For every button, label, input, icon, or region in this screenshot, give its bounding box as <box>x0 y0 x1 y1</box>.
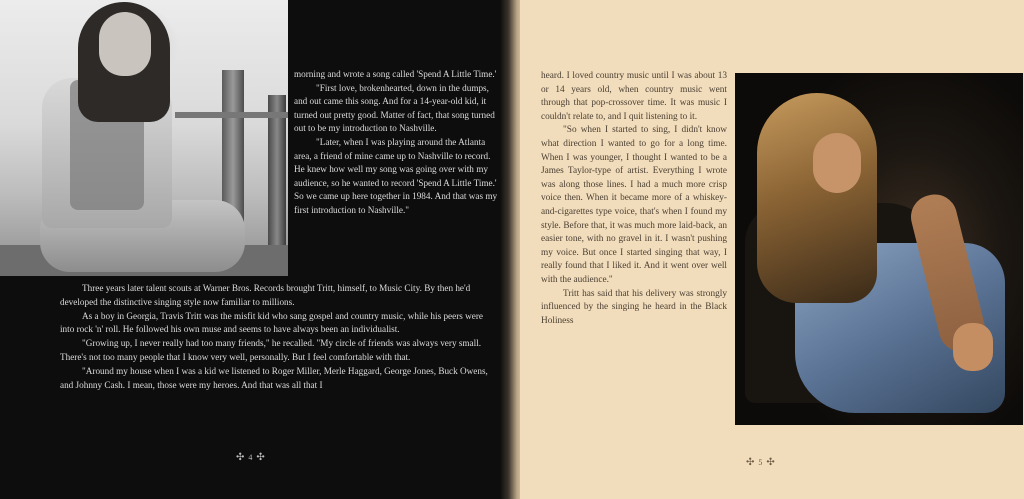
right-column-text <box>541 70 727 328</box>
ornament-icon: ✣ <box>766 457 775 468</box>
paragraph: Tritt has said that his delivery was strongly influenced by the singing he heard in the Black Holiness <box>541 288 727 326</box>
paragraph: morning and wrote a song called 'Spend A Little Time.' <box>294 69 497 79</box>
page-number: 5 <box>758 458 763 467</box>
paragraph: "First love, brokenhearted, down in the dumps, and out came this song. And for a 14-year-old kid, it turned out pretty good. Matter of fact, that song turned out to be my introduction to Nashville. <box>294 82 495 134</box>
paragraph: heard. I loved country music until I was about 13 or 14 years old, when country music went through that pop-crossover time. It was music I couldn't relate to, and I quit listening to it. <box>541 71 727 122</box>
ornament-icon: ✣ <box>236 452 245 463</box>
paragraph: As a boy in Georgia, Travis Tritt was the misfit kid who sang gospel and country music, while his peers were into rock 'n' roll. He followed his own muse and seems to have always been an individualist. <box>60 310 483 335</box>
photo-man-sitting-on-fence <box>0 0 288 276</box>
ornament-icon: ✣ <box>256 452 265 463</box>
paragraph: "Growing up, I never really had too many friends," he recalled. "My circle of friends was always very small. There's not too many people that I know very well, personally. But I feel comfortable with that. <box>60 338 482 362</box>
paragraph: "So when I started to sing, I didn't know what direction I wanted to go for a long time. When I was younger, I thought I wanted to be a James Taylor-type of artist. Everything I wrote was along those lines. I had a much more crisp voice then. When it became more of a whiskey-and-cigarettes type voice, that's when I found my style. Before that, it was much more laid-back, an easier tone, with no gravel in it. I wasn't pushing my voice. But once I started singing that way, I really found that I liked it. And it went over well with the audience." <box>541 125 727 285</box>
paragraph: Three years later talent scouts at Warner Bros. Records brought Tritt, himself, to Music City. By then he'd developed the distinctive singing style now familiar to millions. <box>60 283 471 307</box>
paragraph: "Around my house when I was a kid we listened to Roger Miller, Merle Haggard, George Jones, Buck Owens, and Johnny Cash. I mean, those were my heroes. And that was all that I <box>60 365 488 390</box>
left-full-width-text <box>0 282 500 392</box>
page-number: 4 <box>248 453 253 462</box>
page-number-left <box>236 452 265 463</box>
left-column-text <box>294 68 498 218</box>
page-number-right <box>746 457 775 468</box>
photo-man-leaning-forward <box>735 73 1023 425</box>
left-page <box>0 0 506 499</box>
ornament-icon: ✣ <box>746 457 755 468</box>
paragraph: "Later, when I was playing around the Atlanta area, a friend of mine came up to Nashville to record. He knew how well my song was going over with my audience, so he wanted to record 'Spend A Little Time.' So we came up here together in 1984. And that was my first introduction to Nashville." <box>294 136 498 215</box>
